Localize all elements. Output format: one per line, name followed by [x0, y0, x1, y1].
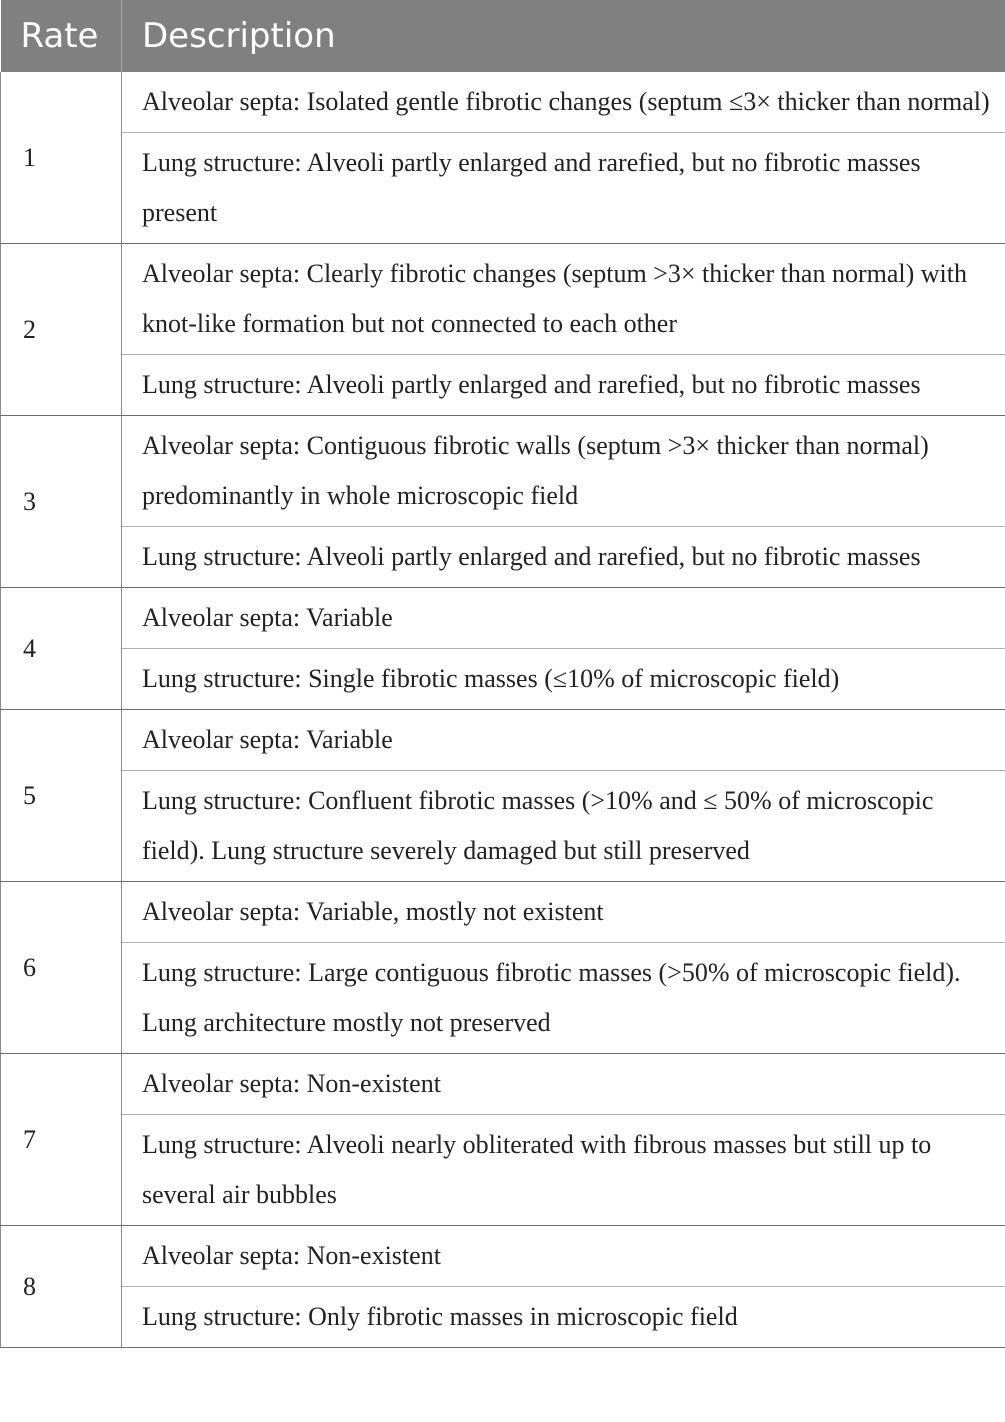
- alveolar-septa-description: Alveolar septa: Variable: [122, 588, 1005, 649]
- rate-value: 1: [1, 72, 122, 244]
- table-row: [1, 416, 1005, 527]
- table-row: [1, 527, 1005, 588]
- rate-value: 7: [1, 1054, 122, 1226]
- alveolar-septa-description: Alveolar septa: Variable, mostly not existent: [122, 882, 1005, 943]
- rate-value: 4: [1, 588, 122, 710]
- table-row: [1, 244, 1005, 355]
- alveolar-septa-description: Alveolar septa: Variable: [122, 710, 1005, 771]
- lung-structure-description: Lung structure: Large contiguous fibrotic masses (>50% of microscopic field). Lung architecture mostly not preserved: [122, 943, 1005, 1054]
- alveolar-septa-description: Alveolar septa: Non-existent: [122, 1226, 1005, 1287]
- lung-structure-description: Lung structure: Alveoli partly enlarged and rarefied, but no fibrotic masses: [122, 355, 1005, 416]
- table-row: [1, 355, 1005, 416]
- lung-structure-description: Lung structure: Alveoli nearly obliterated with fibrous masses but still up to several air bubbles: [122, 1115, 1005, 1226]
- table-row: [1, 882, 1005, 943]
- rate-column-header: Rate: [1, 0, 122, 72]
- alveolar-septa-description: Alveolar septa: Contiguous fibrotic walls (septum >3× thicker than normal) predominantly in whole microscopic field: [122, 416, 1005, 527]
- alveolar-septa-description: Alveolar septa: Clearly fibrotic changes (septum >3× thicker than normal) with knot-like formation but not connected to each other: [122, 244, 1005, 355]
- rate-value: 8: [1, 1226, 122, 1348]
- lung-structure-description: Lung structure: Alveoli partly enlarged and rarefied, but no fibrotic masses present: [122, 133, 1005, 244]
- table-row: [1, 710, 1005, 771]
- table-row: [1, 1287, 1005, 1348]
- table-row: [1, 72, 1005, 133]
- rate-value: 6: [1, 882, 122, 1054]
- rate-value: 2: [1, 244, 122, 416]
- table-row: [1, 771, 1005, 882]
- alveolar-septa-description: Alveolar septa: Non-existent: [122, 1054, 1005, 1115]
- table-row: [1, 1054, 1005, 1115]
- table-row: [1, 588, 1005, 649]
- table-row: [1, 133, 1005, 244]
- table-row: [1, 649, 1005, 710]
- lung-structure-description: Lung structure: Only fibrotic masses in microscopic field: [122, 1287, 1005, 1348]
- header-row: [1, 0, 1005, 72]
- lung-structure-description: Lung structure: Confluent fibrotic masses (>10% and ≤ 50% of microscopic field). Lung structure severely damaged but still preserved: [122, 771, 1005, 882]
- table-row: [1, 1226, 1005, 1287]
- table-row: [1, 943, 1005, 1054]
- alveolar-septa-description: Alveolar septa: Isolated gentle fibrotic changes (septum ≤3× thicker than normal): [122, 72, 1005, 133]
- rate-value: 5: [1, 710, 122, 882]
- lung-structure-description: Lung structure: Alveoli partly enlarged and rarefied, but no fibrotic masses: [122, 527, 1005, 588]
- lung-structure-description: Lung structure: Single fibrotic masses (≤10% of microscopic field): [122, 649, 1005, 710]
- table-header: [1, 0, 1005, 72]
- description-column-header: Description: [122, 0, 1005, 72]
- table-body: [1, 72, 1005, 1348]
- table-row: [1, 1115, 1005, 1226]
- rate-value: 3: [1, 416, 122, 588]
